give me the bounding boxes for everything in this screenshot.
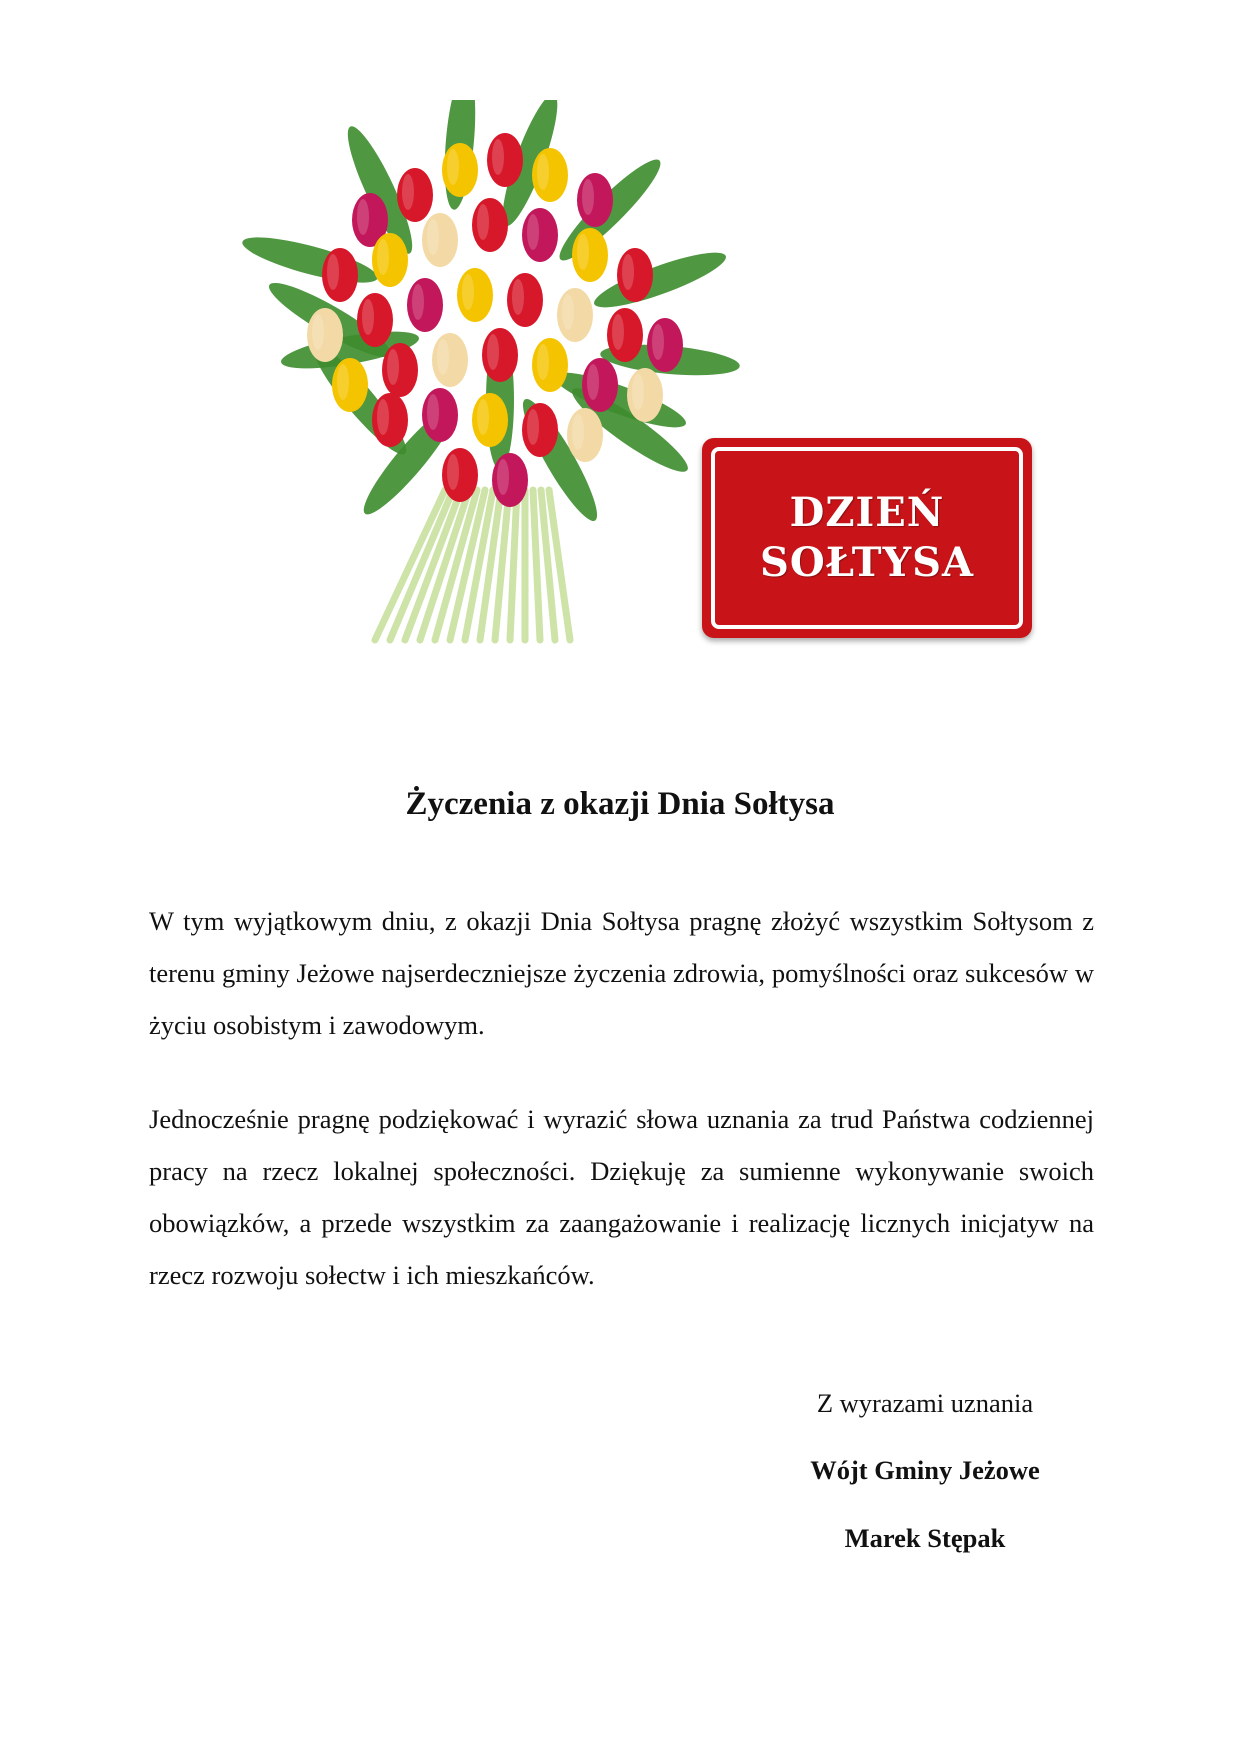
tulip-head bbox=[492, 453, 528, 507]
tulip-highlight bbox=[587, 364, 599, 400]
tulip-head bbox=[372, 393, 408, 447]
tulip-head bbox=[522, 208, 558, 262]
paragraph-thanks: Jednocześnie pragnę podziękować i wyrazić słowa uznania za trud Państwa codziennej pracy na rzecz lokalnej społeczności. Dziękuję za sumienne wykonywanie swoich obowiązków, a przede wszystkim za zaangażowanie i realizację licznych inicjatyw na rzecz rozwoju sołectw i ich mieszkańców. bbox=[149, 1104, 1094, 1290]
tulip-head bbox=[422, 388, 458, 442]
tulip-head bbox=[482, 328, 518, 382]
tulip-head bbox=[422, 213, 458, 267]
closing-phrase: Z wyrazami uznania bbox=[816, 1388, 1034, 1418]
tulip-head bbox=[397, 168, 433, 222]
tulip-highlight bbox=[562, 294, 574, 330]
tulip-head bbox=[442, 143, 478, 197]
tulip-highlight bbox=[377, 399, 389, 435]
tulip-highlight bbox=[652, 324, 664, 360]
tulip-head bbox=[647, 318, 683, 372]
tulip-highlight bbox=[462, 274, 474, 310]
tulip-head bbox=[582, 358, 618, 412]
signature-name: Marek Stępak bbox=[844, 1523, 1006, 1553]
tulip-head bbox=[487, 133, 523, 187]
tulip-highlight bbox=[362, 299, 374, 335]
tulip-highlight bbox=[632, 374, 644, 410]
tulip-highlight bbox=[427, 394, 439, 430]
paragraph-wishes: W tym wyjątkowym dniu, z okazji Dnia Sołtysa pragnę złożyć wszystkim Sołtysom z terenu gminy Jeżowe najserdeczniejsze życzenia zdrowia, pomyślności oraz sukcesów w życiu osobistym i zawodowym. bbox=[149, 906, 1094, 1040]
tulip-head bbox=[577, 173, 613, 227]
tulip-highlight bbox=[477, 204, 489, 240]
tulip-highlight bbox=[477, 399, 489, 435]
tulip-head bbox=[332, 358, 368, 412]
tulip-highlight bbox=[512, 279, 524, 315]
dzien-soltysa-sign bbox=[702, 438, 1032, 638]
tulip-head bbox=[472, 198, 508, 252]
tulip-highlight bbox=[572, 414, 584, 450]
tulip-head bbox=[572, 228, 608, 282]
tulip-head bbox=[472, 393, 508, 447]
signature-title: Wójt Gminy Jeżowe bbox=[810, 1455, 1040, 1485]
tulip-highlight bbox=[537, 154, 549, 190]
tulip-highlight bbox=[497, 459, 509, 495]
tulip-highlight bbox=[312, 314, 324, 350]
tulip-highlight bbox=[437, 339, 449, 375]
tulip-highlight bbox=[357, 199, 369, 235]
tulip-highlight bbox=[537, 344, 549, 380]
tulip-head bbox=[307, 308, 343, 362]
tulip-bouquet-image bbox=[200, 100, 780, 660]
tulip-head bbox=[522, 403, 558, 457]
tulip-head bbox=[567, 408, 603, 462]
sign-line-2: SOŁTYSA bbox=[759, 539, 975, 586]
tulip-highlight bbox=[527, 214, 539, 250]
tulip-head bbox=[507, 273, 543, 327]
document-title: Życzenia z okazji Dnia Sołtysa bbox=[405, 786, 835, 822]
tulip-highlight bbox=[427, 219, 439, 255]
tulip-head bbox=[357, 293, 393, 347]
tulip-head bbox=[442, 448, 478, 502]
tulip-highlight bbox=[487, 334, 499, 370]
tulip-stem bbox=[533, 490, 540, 640]
tulip-head bbox=[457, 268, 493, 322]
tulip-head bbox=[407, 278, 443, 332]
tulip-head bbox=[617, 248, 653, 302]
sign-border bbox=[711, 447, 1023, 629]
tulip-head bbox=[627, 368, 663, 422]
tulip-highlight bbox=[327, 254, 339, 290]
tulip-highlight bbox=[377, 239, 389, 275]
tulip-highlight bbox=[412, 284, 424, 320]
tulip-head bbox=[607, 308, 643, 362]
tulip-head bbox=[557, 288, 593, 342]
tulip-stem bbox=[510, 490, 517, 640]
tulip-highlight bbox=[492, 139, 504, 175]
tulip-head bbox=[382, 343, 418, 397]
tulip-highlight bbox=[402, 174, 414, 210]
tulip-highlight bbox=[622, 254, 634, 290]
bouquet-stems bbox=[375, 490, 570, 640]
tulip-highlight bbox=[447, 149, 459, 185]
tulip-highlight bbox=[612, 314, 624, 350]
tulip-head bbox=[432, 333, 468, 387]
tulip-head bbox=[372, 233, 408, 287]
tulip-highlight bbox=[447, 454, 459, 490]
tulip-highlight bbox=[387, 349, 399, 385]
sign-line-1: DZIEŃ bbox=[789, 489, 945, 536]
tulip-highlight bbox=[337, 364, 349, 400]
tulip-head bbox=[532, 148, 568, 202]
tulip-highlight bbox=[527, 409, 539, 445]
tulip-highlight bbox=[577, 234, 589, 270]
tulip-head bbox=[322, 248, 358, 302]
tulip-highlight bbox=[582, 179, 594, 215]
tulip-head bbox=[532, 338, 568, 392]
tulip-leaf bbox=[589, 243, 730, 317]
